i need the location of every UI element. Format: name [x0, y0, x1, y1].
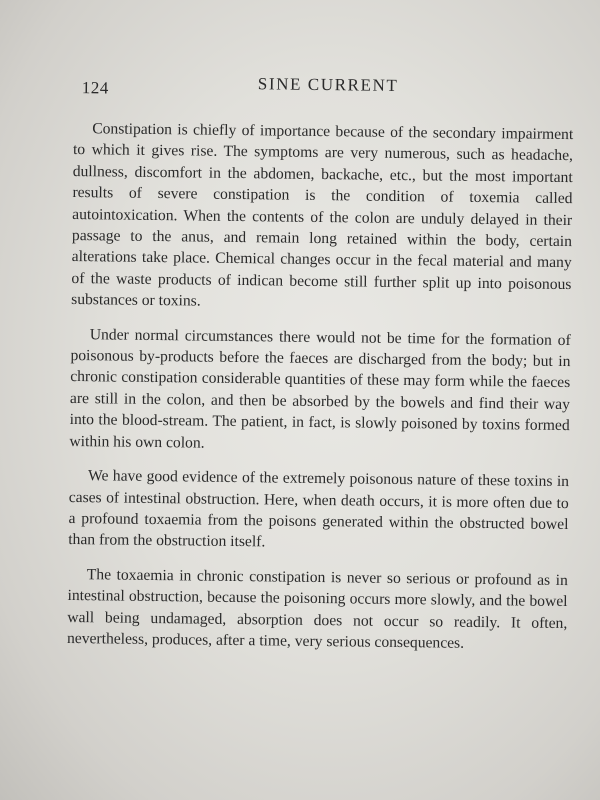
running-head	[74, 70, 574, 106]
paragraph-intestinal-obstruction: We have good evidence of the extremely poisonous nature of these toxins in cases of intestinal obstruction. Here, when death occurs, it is more often due to a profound toxaemia from the poisons generated within the obstructed bowel than from the obstruction itself.	[68, 467, 570, 551]
page-text-area	[66, 70, 574, 736]
paragraph-normal-circumstances: Under normal circumstances there would not be time for the formation of poisonous by-products before the faeces are discharged from the body; but in chronic constipation considerable quantities of these may form while the faeces are still in the colon, and then be absorbed by the bowels and find their way into the blood-stream. The patient, in fact, is slowly poisoned by toxins formed within his own colon.	[69, 325, 571, 452]
page-number: 124	[81, 78, 109, 98]
body-text	[67, 118, 573, 655]
paragraph-constipation-impairment: Constipation is chiefly of importance because of the secondary impairment to which it gives rise. The symptoms are very numerous, such as headache, dullness, discomfort in the abdomen, backache, etc., but the most important results of severe constipation is the condition of toxemia called autointoxication. When the contents of the colon are unduly delayed in their passage to the anus, and remain long retained within the body, certain alterations take place. Chemical changes occur in the fecal material and many of the waste products of indican become still further split up into poisonous substances or toxins.	[71, 120, 574, 310]
paragraph-chronic-toxaemia: The toxaemia in chronic constipation is never so serious or profound as in intestinal obstruction, because the poisoning occurs more slowly, and the bowel wall being undamaged, absorption does not occur so readily. It often, nevertheless, produces, after a time, very serious consequences.	[66, 565, 568, 652]
running-title: SINE CURRENT	[257, 74, 399, 95]
